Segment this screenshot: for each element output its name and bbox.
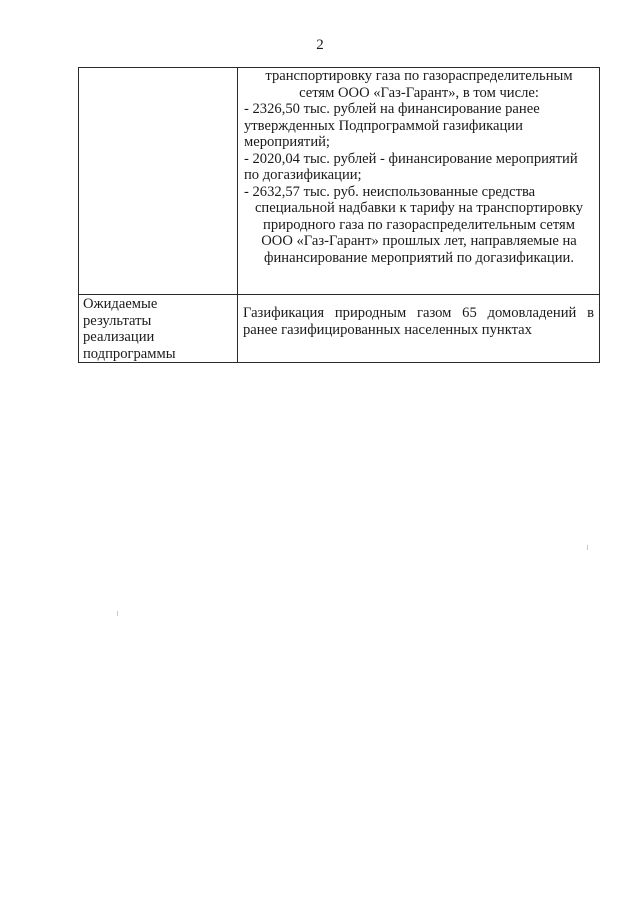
funding-line: финансирование мероприятий по догазификации.	[264, 249, 574, 266]
funding-line: утвержденных Подпрограммой газификации	[244, 117, 523, 134]
funding-line: по догазификации;	[244, 167, 362, 183]
funding-details-cell	[238, 68, 600, 295]
label-line: Ожидаемые	[83, 296, 158, 312]
label-line: реализации	[83, 329, 155, 345]
scan-artifact	[117, 611, 118, 616]
funding-line: ООО «Газ-Гарант» прошлых лет, направляемые на	[261, 233, 577, 249]
table-row-expected-results	[79, 295, 600, 363]
funding-line: транспортировку газа по газораспределительным	[265, 68, 573, 84]
funding-line: сетям ООО «Газ-Гарант», в том числе:	[299, 84, 539, 101]
funding-line: - 2020,04 тыс. рублей - финансирование мероприятий	[244, 150, 578, 167]
expected-results-value-cell: Газификация природным газом 65 домовладений в ранее газифицированных населенных пунктах	[238, 295, 600, 363]
label-line: подпрограммы	[83, 345, 176, 362]
expected-results-label-cell	[79, 295, 238, 363]
funding-label-cell	[79, 68, 238, 295]
funding-line: - 2632,57 тыс. руб. неиспользованные средства	[244, 183, 536, 200]
scan-artifact	[587, 545, 588, 550]
subprogram-passport-table	[78, 67, 600, 363]
funding-line: специальной надбавки к тарифу на транспортировку	[254, 200, 584, 216]
label-line: результаты	[83, 312, 152, 329]
funding-line: - 2326,50 тыс. рублей на финансирование ранее	[244, 101, 540, 117]
table-row-funding	[79, 68, 600, 295]
page-number: 2	[316, 37, 324, 53]
funding-line: природного газа по газораспределительным сетям	[263, 216, 575, 233]
funding-line: мероприятий;	[244, 134, 330, 150]
